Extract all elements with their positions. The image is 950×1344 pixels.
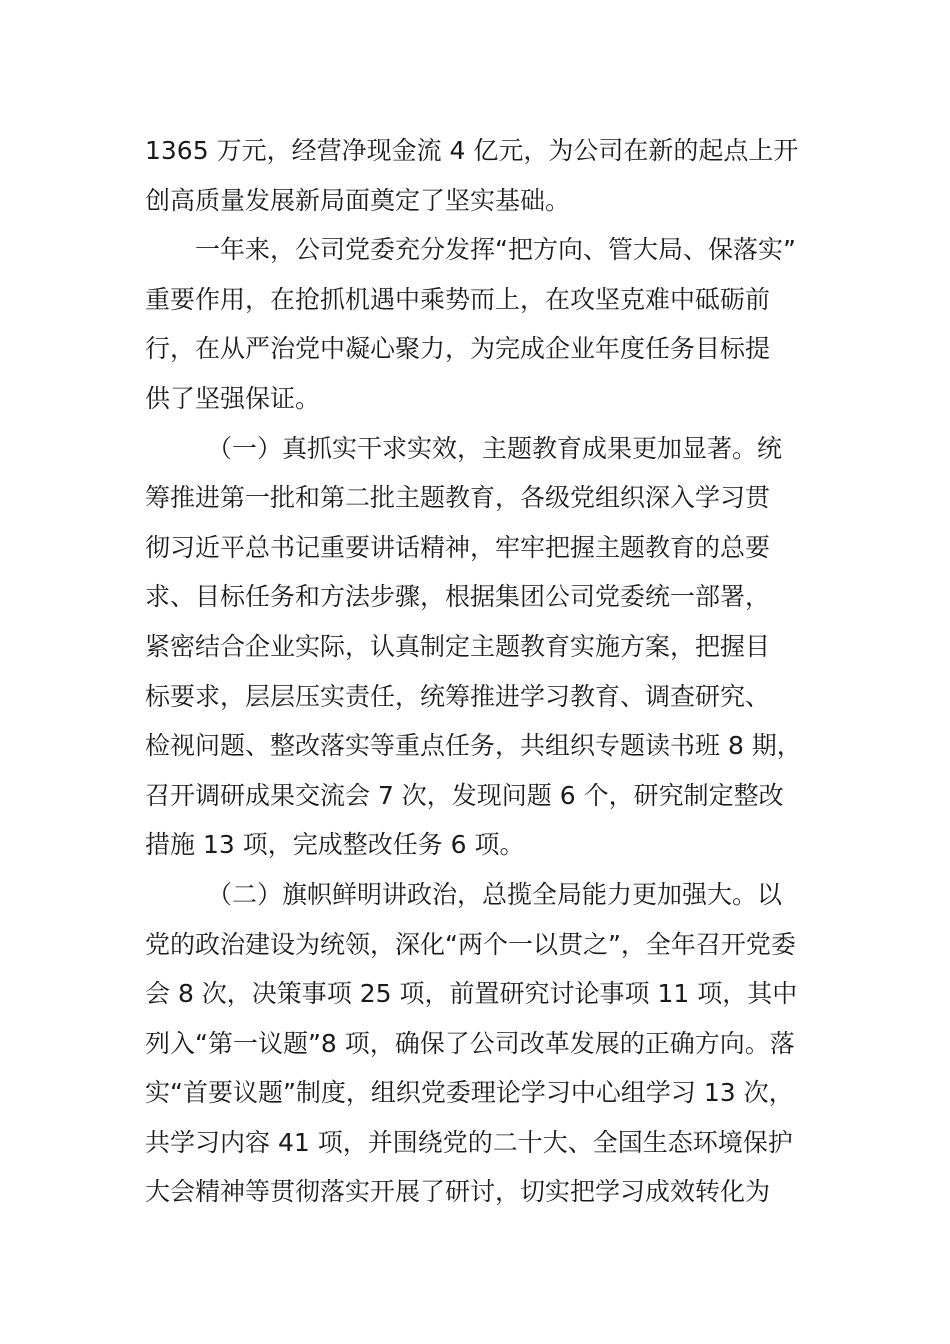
text-line: 实“首要议题”制度，组织党委理论学习中心组学习 13 次， <box>145 1078 794 1108</box>
text-line: 党的政治建设为统领，深化“两个一以贯之”，全年召开党委 <box>145 929 796 959</box>
section-heading-line-2: （二）旗帜鲜明讲政治，总揽全局能力更加强大。以 <box>207 879 783 909</box>
text-line: 彻习近平总书记重要讲话精神，牢牢把握主题教育的总要 <box>145 532 771 562</box>
text-line: 标要求，层层压实责任，统筹推进学习教育、调查研究、 <box>145 681 771 711</box>
text-line: 创高质量发展新局面奠定了坚实基础。 <box>145 185 571 215</box>
text-line: 会 8 次，决策事项 25 项，前置研究讨论事项 11 项，其中 <box>145 979 798 1009</box>
paragraph-start-line: 一年来，公司党委充分发挥“把方向、管大局、保落实” <box>195 235 796 265</box>
text-line: 1365 万元，经营净现金流 4 亿元，为公司在新的起点上开 <box>145 136 799 165</box>
text-line: 紧密结合企业实际，认真制定主题教育实施方案，把握目 <box>145 631 771 661</box>
text-line: 召开调研成果交流会 7 次，发现问题 6 个，研究制定整改 <box>145 780 784 810</box>
text-line: 大会精神等贯彻落实开展了研讨，切实把学习成效转化为 <box>145 1177 771 1207</box>
text-line: 重要作用，在抢抓机遇中乘势而上，在攻坚克难中砥砺前 <box>145 284 771 314</box>
text-line: 列入“第一议题”8 项，确保了公司改革发展的正确方向。落 <box>145 1028 795 1058</box>
text-line: 行，在从严治党中凝心聚力，为完成企业年度任务目标提 <box>145 334 771 364</box>
text-line: 求、目标任务和方法步骤，根据集团公司党委统一部署， <box>145 582 771 612</box>
text-line: 筹推进第一批和第二批主题教育，各级党组织深入学习贯 <box>145 483 771 513</box>
section-heading-line-1: （一）真抓实干求实效，主题教育成果更加显著。统 <box>207 433 783 463</box>
document-body <box>145 126 845 1217</box>
text-line: 措施 13 项，完成整改任务 6 项。 <box>145 830 525 860</box>
text-line: 共学习内容 41 项，并围绕党的二十大、全国生态环境保护 <box>145 1127 793 1157</box>
text-line: 检视问题、整改落实等重点任务，共组织专题读书班 8 期， <box>145 731 802 761</box>
text-line: 供了坚强保证。 <box>145 383 321 413</box>
